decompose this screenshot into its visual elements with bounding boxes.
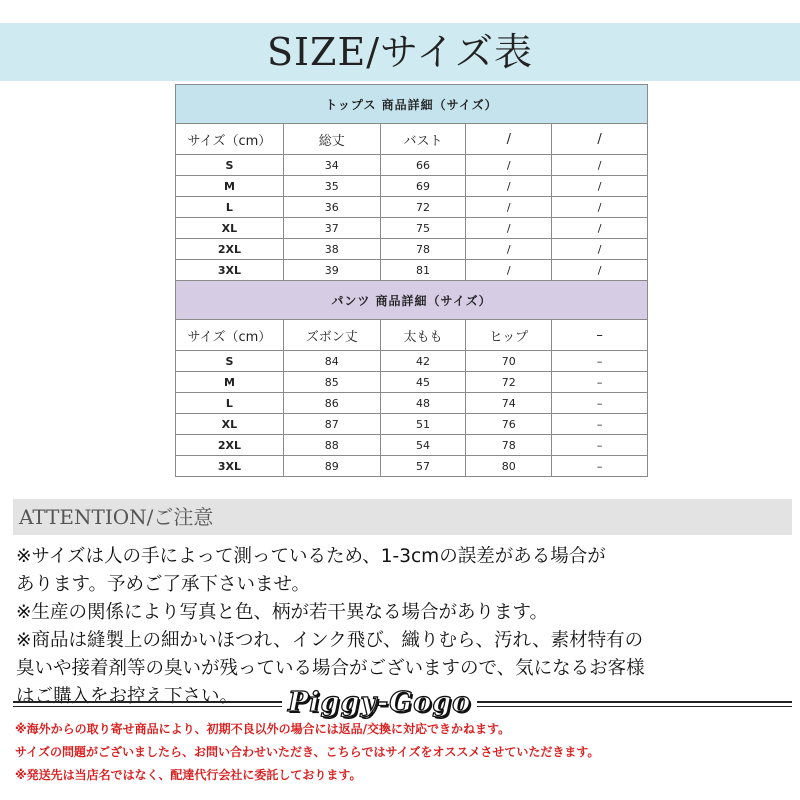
size-label: 3XL [176, 260, 284, 281]
table-row [176, 372, 648, 393]
table-cell: 87 [283, 414, 380, 435]
table-cell: 86 [283, 393, 380, 414]
table-cell: 89 [283, 456, 380, 477]
tops-header-row [176, 124, 648, 155]
table-cell: 85 [283, 372, 380, 393]
table-cell: / [552, 239, 648, 260]
note-line: ※サイズは人の手によって測っているため、1-3cmの誤差がある場合が [16, 546, 606, 567]
size-label: 2XL [176, 239, 284, 260]
table-cell: – [552, 456, 648, 477]
table-cell: 81 [380, 260, 466, 281]
size-label: L [176, 393, 284, 414]
table-cell: / [466, 218, 552, 239]
disclaimer [15, 718, 795, 787]
table-cell: 38 [283, 239, 380, 260]
table-row [176, 155, 648, 176]
table-cell: / [466, 155, 552, 176]
table-cell: 36 [283, 197, 380, 218]
table-cell: / [466, 260, 552, 281]
table-cell: 88 [283, 435, 380, 456]
table-cell: / [466, 176, 552, 197]
table-cell: / [552, 260, 648, 281]
size-table [175, 84, 648, 477]
table-cell: 80 [466, 456, 552, 477]
note-line: ※商品は縫製上の細かいほつれ、インク飛び、織りむら、汚れ、素材特有の [16, 630, 644, 651]
table-cell: – [552, 393, 648, 414]
table-row [176, 435, 648, 456]
table-cell: / [466, 197, 552, 218]
table-cell: 75 [380, 218, 466, 239]
table-cell: 84 [283, 351, 380, 372]
table-cell: – [552, 435, 648, 456]
size-label: M [176, 372, 284, 393]
size-label: M [176, 176, 284, 197]
table-row [176, 393, 648, 414]
table-cell: / [552, 176, 648, 197]
table-row [176, 351, 648, 372]
table-cell: 51 [380, 414, 466, 435]
table-cell: 66 [380, 155, 466, 176]
table-row [176, 218, 648, 239]
size-label: XL [176, 414, 284, 435]
note-line: ※生産の関係により写真と色、柄が若干異なる場合があります。 [16, 602, 549, 623]
table-row [176, 260, 648, 281]
column-header-length: 総丈 [283, 124, 380, 155]
table-cell: 78 [380, 239, 466, 260]
table-cell: / [552, 155, 648, 176]
table-cell: – [552, 351, 648, 372]
table-row [176, 197, 648, 218]
column-header-hip: ヒップ [466, 320, 552, 351]
column-header-blank: / [466, 124, 552, 155]
column-header-size: サイズ（cm） [176, 320, 284, 351]
table-cell: 48 [380, 393, 466, 414]
table-row [176, 176, 648, 197]
disclaimer-line: サイズの問題がございましたら、お問い合わせいただき、こちらではサイズをオススメさせていただきます。 [15, 745, 600, 759]
column-header-size: サイズ（cm） [176, 124, 284, 155]
table-cell: 37 [283, 218, 380, 239]
pants-section-header: パンツ 商品詳細（サイズ） [176, 281, 648, 320]
table-cell: 34 [283, 155, 380, 176]
table-cell: 69 [380, 176, 466, 197]
table-cell: 78 [466, 435, 552, 456]
page-title: SIZE/サイズ表 [267, 30, 533, 74]
table-cell: 35 [283, 176, 380, 197]
table-cell: 72 [380, 197, 466, 218]
column-header-blank: / [552, 124, 648, 155]
table-cell: 39 [283, 260, 380, 281]
table-row [176, 414, 648, 435]
note-line: はご購入をお控え下さい。 [16, 686, 239, 707]
size-label: 3XL [176, 456, 284, 477]
column-header-blank: – [552, 320, 648, 351]
disclaimer-line: ※発送先は当店名ではなく、配達代行会社に委託しております。 [15, 768, 362, 782]
table-cell: 54 [380, 435, 466, 456]
table-cell: 76 [466, 414, 552, 435]
size-label: S [176, 155, 284, 176]
note-line: 臭いや接着剤等の臭いが残っている場合がございますので、気になるお客様 [16, 658, 645, 679]
pants-header-row [176, 320, 648, 351]
column-header-pants-length: ズボン丈 [283, 320, 380, 351]
tops-section-header: トップス 商品詳細（サイズ） [176, 85, 648, 124]
table-cell: / [552, 218, 648, 239]
table-cell: 72 [466, 372, 552, 393]
table-cell: / [552, 197, 648, 218]
size-label: 2XL [176, 435, 284, 456]
table-row [176, 239, 648, 260]
table-row [176, 456, 648, 477]
table-cell: / [466, 239, 552, 260]
disclaimer-line: ※海外からの取り寄せ商品により、初期不良以外の場合には返品/交換に対応できかねます。 [15, 722, 511, 736]
size-label: XL [176, 218, 284, 239]
table-cell: – [552, 372, 648, 393]
column-header-thigh: 太もも [380, 320, 466, 351]
brand-logo: Piggy-Gogo [282, 684, 477, 722]
note-line: あります。予めご了承下さいませ。 [16, 574, 310, 595]
size-label: S [176, 351, 284, 372]
table-cell: 70 [466, 351, 552, 372]
attention-heading: ATTENTION/ご注意 [19, 505, 214, 529]
column-header-bust: バスト [380, 124, 466, 155]
table-cell: 74 [466, 393, 552, 414]
table-cell: 57 [380, 456, 466, 477]
table-cell: 45 [380, 372, 466, 393]
table-cell: – [552, 414, 648, 435]
table-cell: 42 [380, 351, 466, 372]
size-label: L [176, 197, 284, 218]
